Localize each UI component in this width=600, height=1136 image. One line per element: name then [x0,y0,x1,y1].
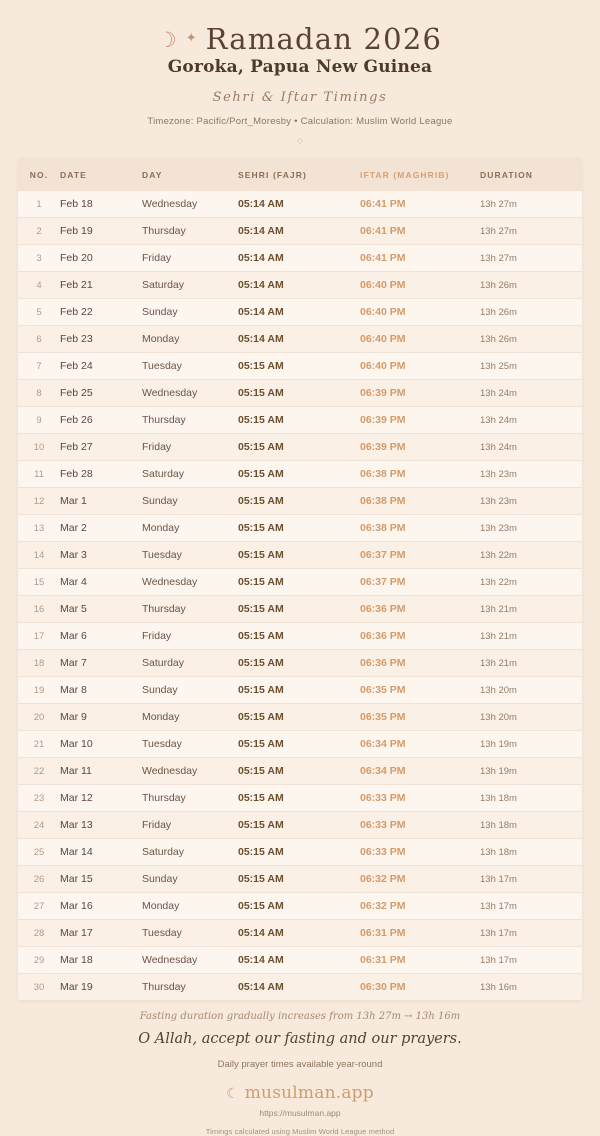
cell-date: Feb 28 [60,461,142,488]
table-row [18,677,582,704]
cell-no: 26 [18,866,60,893]
table-row [18,839,582,866]
column-header-iftar: IFTAR (MAGHRIB) [360,158,480,191]
cell-sehri: 05:14 AM [238,245,360,272]
cell-no: 19 [18,677,60,704]
cell-iftar: 06:41 PM [360,218,480,245]
cell-no: 7 [18,353,60,380]
cell-sehri: 05:14 AM [238,272,360,299]
cell-iftar: 06:35 PM [360,677,480,704]
cell-iftar: 06:38 PM [360,461,480,488]
cell-sehri: 05:15 AM [238,839,360,866]
cell-iftar: 06:33 PM [360,812,480,839]
cell-sehri: 05:15 AM [238,542,360,569]
cell-duration: 13h 23m [480,515,582,542]
cell-day: Wednesday [142,758,238,785]
table-body [18,191,582,1000]
cell-no: 14 [18,542,60,569]
cell-date: Mar 18 [60,947,142,974]
cell-sehri: 05:14 AM [238,299,360,326]
cell-no: 27 [18,893,60,920]
cell-sehri: 05:14 AM [238,920,360,947]
cell-day: Monday [142,515,238,542]
cell-day: Tuesday [142,353,238,380]
cell-day: Thursday [142,218,238,245]
cell-no: 5 [18,299,60,326]
cell-sehri: 05:15 AM [238,461,360,488]
cell-no: 10 [18,434,60,461]
table-row [18,569,582,596]
cell-date: Mar 15 [60,866,142,893]
table-row [18,272,582,299]
cell-duration: 13h 22m [480,569,582,596]
location-subtitle: Goroka, Papua New Guinea [167,57,433,77]
cell-day: Friday [142,812,238,839]
cell-date: Mar 9 [60,704,142,731]
brand-name: musulman.app [244,1083,374,1103]
table-header [18,158,582,191]
cell-sehri: 05:14 AM [238,947,360,974]
cell-no: 3 [18,245,60,272]
table-header-row [18,158,582,191]
cell-duration: 13h 18m [480,812,582,839]
table-row [18,974,582,1001]
cell-no: 15 [18,569,60,596]
page-title: Ramadan 2026 [205,22,443,56]
cell-day: Tuesday [142,542,238,569]
cell-duration: 13h 26m [480,299,582,326]
cell-no: 9 [18,407,60,434]
cell-date: Feb 26 [60,407,142,434]
cell-day: Thursday [142,407,238,434]
cell-duration: 13h 24m [480,380,582,407]
cell-duration: 13h 26m [480,326,582,353]
cell-iftar: 06:41 PM [360,245,480,272]
section-label: Sehri & Iftar Timings [212,90,388,105]
cell-duration: 13h 17m [480,920,582,947]
cell-no: 18 [18,650,60,677]
cell-date: Mar 10 [60,731,142,758]
cell-iftar: 06:31 PM [360,947,480,974]
table-row [18,434,582,461]
cell-day: Tuesday [142,920,238,947]
availability-note: Daily prayer times available year-round [217,1059,383,1070]
cell-iftar: 06:38 PM [360,488,480,515]
cell-iftar: 06:32 PM [360,893,480,920]
cell-duration: 13h 24m [480,434,582,461]
cell-no: 24 [18,812,60,839]
cell-iftar: 06:39 PM [360,407,480,434]
table-row [18,920,582,947]
cell-date: Mar 13 [60,812,142,839]
cell-day: Wednesday [142,380,238,407]
brand-row [0,1083,600,1103]
cell-day: Wednesday [142,569,238,596]
cell-no: 17 [18,623,60,650]
cell-duration: 13h 27m [480,218,582,245]
cell-sehri: 05:15 AM [238,650,360,677]
cell-no: 4 [18,272,60,299]
cell-duration: 13h 22m [480,542,582,569]
cell-sehri: 05:15 AM [238,488,360,515]
cell-iftar: 06:33 PM [360,785,480,812]
diamond-divider-icon: ◇ [296,136,304,145]
cell-duration: 13h 19m [480,758,582,785]
cell-sehri: 05:15 AM [238,731,360,758]
cell-sehri: 05:15 AM [238,812,360,839]
cell-day: Saturday [142,650,238,677]
cell-iftar: 06:34 PM [360,731,480,758]
cell-iftar: 06:41 PM [360,191,480,218]
cell-day: Sunday [142,488,238,515]
cell-iftar: 06:40 PM [360,272,480,299]
cell-sehri: 05:15 AM [238,758,360,785]
cell-day: Sunday [142,677,238,704]
cell-sehri: 05:14 AM [238,191,360,218]
cell-duration: 13h 26m [480,272,582,299]
timezone-calculation-note: Timezone: Pacific/Port_Moresby • Calculation: Muslim World League [147,116,453,127]
cell-duration: 13h 17m [480,947,582,974]
cell-date: Mar 12 [60,785,142,812]
cell-iftar: 06:31 PM [360,920,480,947]
column-header-day: DAY [142,158,238,191]
table-row [18,623,582,650]
cell-duration: 13h 19m [480,731,582,758]
cell-date: Mar 7 [60,650,142,677]
crescent-moon-icon: ☽ [157,28,177,52]
star-icon: ✦ [185,29,197,45]
cell-day: Monday [142,893,238,920]
table-row [18,407,582,434]
cell-sehri: 05:15 AM [238,407,360,434]
cell-sehri: 05:14 AM [238,326,360,353]
table-row [18,758,582,785]
cell-date: Feb 22 [60,299,142,326]
table-row [18,191,582,218]
cell-iftar: 06:37 PM [360,569,480,596]
cell-day: Thursday [142,596,238,623]
cell-date: Mar 5 [60,596,142,623]
cell-no: 16 [18,596,60,623]
calculation-method-note: Timings calculated using Muslim World League method [205,1127,395,1136]
table-row [18,542,582,569]
table-row [18,704,582,731]
cell-day: Tuesday [142,731,238,758]
cell-duration: 13h 25m [480,353,582,380]
cell-sehri: 05:14 AM [238,218,360,245]
cell-date: Feb 20 [60,245,142,272]
cell-date: Feb 18 [60,191,142,218]
cell-duration: 13h 17m [480,866,582,893]
cell-sehri: 05:15 AM [238,596,360,623]
cell-iftar: 06:40 PM [360,353,480,380]
cell-no: 12 [18,488,60,515]
cell-iftar: 06:38 PM [360,515,480,542]
cell-iftar: 06:34 PM [360,758,480,785]
cell-date: Mar 19 [60,981,93,993]
cell-sehri: 05:15 AM [238,353,360,380]
cell-iftar: 06:39 PM [360,434,480,461]
cell-duration: 13h 23m [480,461,582,488]
cell-day: Thursday [142,785,238,812]
cell-day: Monday [142,326,238,353]
cell-iftar: 06:36 PM [360,596,480,623]
cell-sehri: 05:15 AM [238,434,360,461]
cell-sehri: 05:14 AM [238,981,284,993]
cell-day: Friday [142,434,238,461]
cell-iftar: 06:40 PM [360,326,480,353]
cell-day: Wednesday [142,191,238,218]
table-row [18,596,582,623]
cell-no: 6 [18,326,60,353]
cell-sehri: 05:15 AM [238,515,360,542]
cell-iftar: 06:33 PM [360,839,480,866]
cell-duration: 13h 21m [480,596,582,623]
table-row [18,650,582,677]
cell-iftar: 06:36 PM [360,650,480,677]
cell-sehri: 05:15 AM [238,380,360,407]
column-header-duration: DURATION [480,158,582,191]
duration-trend-note: Fasting duration gradually increases from 13h 27m → 13h 16m [139,1011,461,1022]
cell-iftar: 06:36 PM [360,623,480,650]
table-row [18,218,582,245]
cell-date: Feb 24 [60,353,142,380]
cell-duration: 13h 16m [480,981,517,993]
cell-no: 23 [18,785,60,812]
cell-date: Feb 19 [60,218,142,245]
table-row [18,731,582,758]
table-row [18,353,582,380]
table-row [18,299,582,326]
cell-no: 28 [18,920,60,947]
column-header-date: DATE [60,158,142,191]
dua-text: O Allah, accept our fasting and our prayers. [138,1031,462,1047]
cell-duration: 13h 24m [480,407,582,434]
cell-no: 2 [18,218,60,245]
table-row [18,785,582,812]
cell-date: Feb 25 [60,380,142,407]
cell-duration: 13h 23m [480,488,582,515]
cell-day: Sunday [142,299,238,326]
cell-no: 30 [33,981,45,993]
cell-duration: 13h 27m [480,245,582,272]
cell-date: Mar 8 [60,677,142,704]
table-row [18,515,582,542]
brand-url[interactable]: https://musulman.app [259,1108,341,1118]
cell-duration: 13h 21m [480,650,582,677]
cell-duration: 13h 18m [480,785,582,812]
column-header-sehri: SEHRI (FAJR) [238,158,360,191]
cell-date: Mar 14 [60,839,142,866]
cell-no: 20 [18,704,60,731]
cell-date: Feb 23 [60,326,142,353]
cell-iftar: 06:32 PM [360,866,480,893]
cell-sehri: 05:15 AM [238,623,360,650]
cell-date: Mar 4 [60,569,142,596]
cell-duration: 13h 17m [480,893,582,920]
cell-sehri: 05:15 AM [238,866,360,893]
column-header-no: NO. [18,158,60,191]
cell-date: Feb 27 [60,434,142,461]
table-row [18,461,582,488]
cell-day: Saturday [142,272,238,299]
cell-duration: 13h 18m [480,839,582,866]
cell-no: 29 [18,947,60,974]
cell-day: Wednesday [142,947,238,974]
table-row [18,488,582,515]
cell-day: Thursday [142,981,186,993]
cell-iftar: 06:40 PM [360,299,480,326]
table-row [18,893,582,920]
table-row [18,245,582,272]
cell-sehri: 05:15 AM [238,677,360,704]
cell-date: Mar 11 [60,758,142,785]
cell-duration: 13h 20m [480,677,582,704]
cell-iftar: 06:37 PM [360,542,480,569]
table-row [18,812,582,839]
cell-duration: 13h 21m [480,623,582,650]
cell-day: Friday [142,623,238,650]
table-row [18,326,582,353]
cell-sehri: 05:15 AM [238,704,360,731]
cell-duration: 13h 20m [480,704,582,731]
cell-date: Mar 6 [60,623,142,650]
cell-date: Mar 16 [60,893,142,920]
cell-no: 21 [18,731,60,758]
cell-date: Mar 2 [60,515,142,542]
cell-no: 11 [18,461,60,488]
title-row [0,22,600,56]
cell-no: 22 [18,758,60,785]
page-header [0,0,600,145]
cell-day: Monday [142,704,238,731]
cell-day: Saturday [142,461,238,488]
table-row [18,866,582,893]
cell-no: 13 [18,515,60,542]
cell-sehri: 05:15 AM [238,893,360,920]
table-row [18,380,582,407]
cell-sehri: 05:15 AM [238,785,360,812]
cell-day: Sunday [142,866,238,893]
cell-no: 1 [18,191,60,218]
cell-day: Friday [142,245,238,272]
cell-duration: 13h 27m [480,191,582,218]
cell-date: Mar 3 [60,542,142,569]
brand-crescent-icon: ☾ [226,1085,239,1101]
timings-table-card [18,158,582,1000]
cell-sehri: 05:15 AM [238,569,360,596]
table-row [18,947,582,974]
cell-iftar: 06:35 PM [360,704,480,731]
cell-iftar: 06:39 PM [360,380,480,407]
cell-date: Mar 17 [60,920,142,947]
cell-iftar: 06:30 PM [360,981,406,993]
cell-day: Saturday [142,839,238,866]
cell-date: Mar 1 [60,488,142,515]
timings-table [18,158,582,1000]
cell-date: Feb 21 [60,272,142,299]
cell-no: 8 [18,380,60,407]
cell-no: 25 [18,839,60,866]
